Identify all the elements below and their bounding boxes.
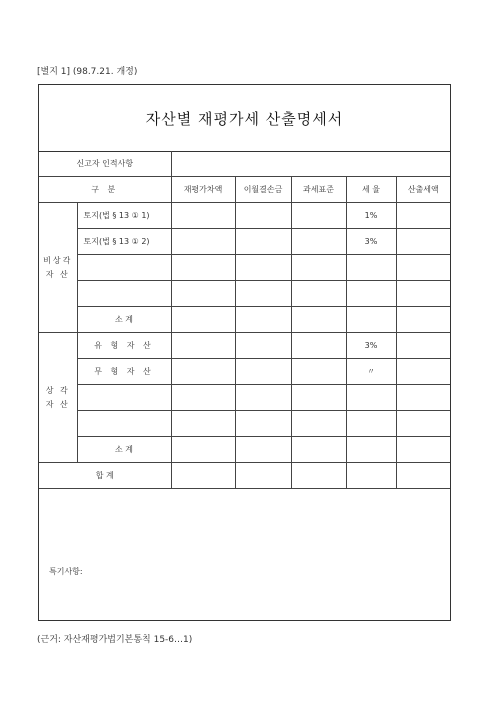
cell-input[interactable] bbox=[235, 359, 291, 385]
item-label[interactable] bbox=[77, 385, 171, 411]
cell-input[interactable] bbox=[396, 281, 450, 307]
col-header-loss-carryforward: 이월결손금 bbox=[235, 177, 291, 203]
table-row bbox=[39, 229, 450, 255]
cell-input[interactable] bbox=[291, 307, 346, 333]
subtotal-label: 소 계 bbox=[77, 307, 171, 333]
reporter-row bbox=[39, 151, 450, 177]
cell-input[interactable] bbox=[235, 333, 291, 359]
cell-input[interactable] bbox=[346, 437, 396, 463]
depreciable-group-label: 상 각 자 산 bbox=[39, 333, 77, 463]
cell-input[interactable] bbox=[396, 437, 450, 463]
legal-basis-note: (근거: 자산재평가법기본통칙 15-6…1) bbox=[37, 635, 193, 645]
subtotal-row bbox=[39, 307, 450, 333]
item-label: 유 형 자 산 bbox=[77, 333, 171, 359]
cell-input[interactable] bbox=[235, 255, 291, 281]
cell-input[interactable] bbox=[235, 463, 291, 489]
cell-input[interactable] bbox=[396, 255, 450, 281]
tax-rate-value: 〃 bbox=[346, 359, 396, 385]
table-row bbox=[39, 359, 450, 385]
special-notes-label: 특기사항: bbox=[49, 567, 83, 576]
table-row bbox=[39, 385, 450, 411]
item-label: 무 형 자 산 bbox=[77, 359, 171, 385]
cell-input[interactable] bbox=[291, 281, 346, 307]
cell-input[interactable] bbox=[291, 359, 346, 385]
cell-input[interactable] bbox=[346, 463, 396, 489]
cell-input[interactable] bbox=[396, 385, 450, 411]
cell-input[interactable] bbox=[171, 255, 235, 281]
table-row bbox=[39, 333, 450, 359]
tax-rate-value: 3% bbox=[346, 333, 396, 359]
item-label: 토지(법 § 13 ① 1) bbox=[77, 203, 171, 229]
form-number-note: [별지 1] (98.7.21. 개정) bbox=[37, 67, 138, 77]
col-header-tax-amount: 산출세액 bbox=[396, 177, 450, 203]
reporter-info-field[interactable] bbox=[171, 151, 450, 177]
cell-input[interactable] bbox=[396, 229, 450, 255]
tax-rate-value[interactable] bbox=[346, 255, 396, 281]
cell-input[interactable] bbox=[171, 203, 235, 229]
total-row bbox=[39, 463, 450, 489]
cell-input[interactable] bbox=[396, 307, 450, 333]
cell-input[interactable] bbox=[235, 203, 291, 229]
item-label[interactable] bbox=[77, 255, 171, 281]
tax-calculation-table bbox=[39, 151, 450, 489]
cell-input[interactable] bbox=[291, 333, 346, 359]
item-label[interactable] bbox=[77, 411, 171, 437]
cell-input[interactable] bbox=[235, 307, 291, 333]
tax-rate-value: 1% bbox=[346, 203, 396, 229]
cell-input[interactable] bbox=[396, 359, 450, 385]
cell-input[interactable] bbox=[291, 255, 346, 281]
cell-input[interactable] bbox=[291, 437, 346, 463]
table-row bbox=[39, 255, 450, 281]
cell-input[interactable] bbox=[291, 411, 346, 437]
cell-input[interactable] bbox=[171, 229, 235, 255]
cell-input[interactable] bbox=[171, 411, 235, 437]
subtotal-row bbox=[39, 437, 450, 463]
cell-input[interactable] bbox=[171, 385, 235, 411]
tax-rate-value: 3% bbox=[346, 229, 396, 255]
table-row bbox=[39, 281, 450, 307]
cell-input[interactable] bbox=[171, 333, 235, 359]
cell-input[interactable] bbox=[291, 203, 346, 229]
cell-input[interactable] bbox=[291, 385, 346, 411]
col-header-tax-rate: 세 율 bbox=[346, 177, 396, 203]
table-row bbox=[39, 203, 450, 229]
col-header-tax-base: 과세표준 bbox=[291, 177, 346, 203]
col-header-category: 구 분 bbox=[39, 177, 171, 203]
cell-input[interactable] bbox=[235, 229, 291, 255]
cell-input[interactable] bbox=[396, 333, 450, 359]
cell-input[interactable] bbox=[235, 437, 291, 463]
tax-rate-value[interactable] bbox=[346, 281, 396, 307]
cell-input[interactable] bbox=[171, 437, 235, 463]
column-header-row bbox=[39, 177, 450, 203]
cell-input[interactable] bbox=[291, 463, 346, 489]
cell-input[interactable] bbox=[235, 385, 291, 411]
special-notes-area[interactable] bbox=[39, 521, 450, 620]
cell-input[interactable] bbox=[396, 463, 450, 489]
cell-input[interactable] bbox=[171, 307, 235, 333]
total-label: 합 계 bbox=[39, 463, 171, 489]
tax-rate-value[interactable] bbox=[346, 385, 396, 411]
cell-input[interactable] bbox=[291, 229, 346, 255]
cell-input[interactable] bbox=[171, 359, 235, 385]
item-label: 토지(법 § 13 ① 2) bbox=[77, 229, 171, 255]
form-title: 자산별 재평가세 산출명세서 bbox=[39, 85, 450, 152]
cell-input[interactable] bbox=[235, 281, 291, 307]
cell-input[interactable] bbox=[171, 463, 235, 489]
revaluation-tax-form bbox=[38, 84, 451, 621]
non-depreciable-group-label: 비상각 자 산 bbox=[39, 203, 77, 333]
cell-input[interactable] bbox=[346, 307, 396, 333]
tax-rate-value[interactable] bbox=[346, 411, 396, 437]
cell-input[interactable] bbox=[396, 411, 450, 437]
cell-input[interactable] bbox=[235, 411, 291, 437]
col-header-revaluation-gain: 재평가차액 bbox=[171, 177, 235, 203]
reporter-label: 신고자 인적사항 bbox=[39, 151, 171, 177]
subtotal-label: 소 계 bbox=[77, 437, 171, 463]
cell-input[interactable] bbox=[396, 203, 450, 229]
item-label[interactable] bbox=[77, 281, 171, 307]
cell-input[interactable] bbox=[171, 281, 235, 307]
table-row bbox=[39, 411, 450, 437]
